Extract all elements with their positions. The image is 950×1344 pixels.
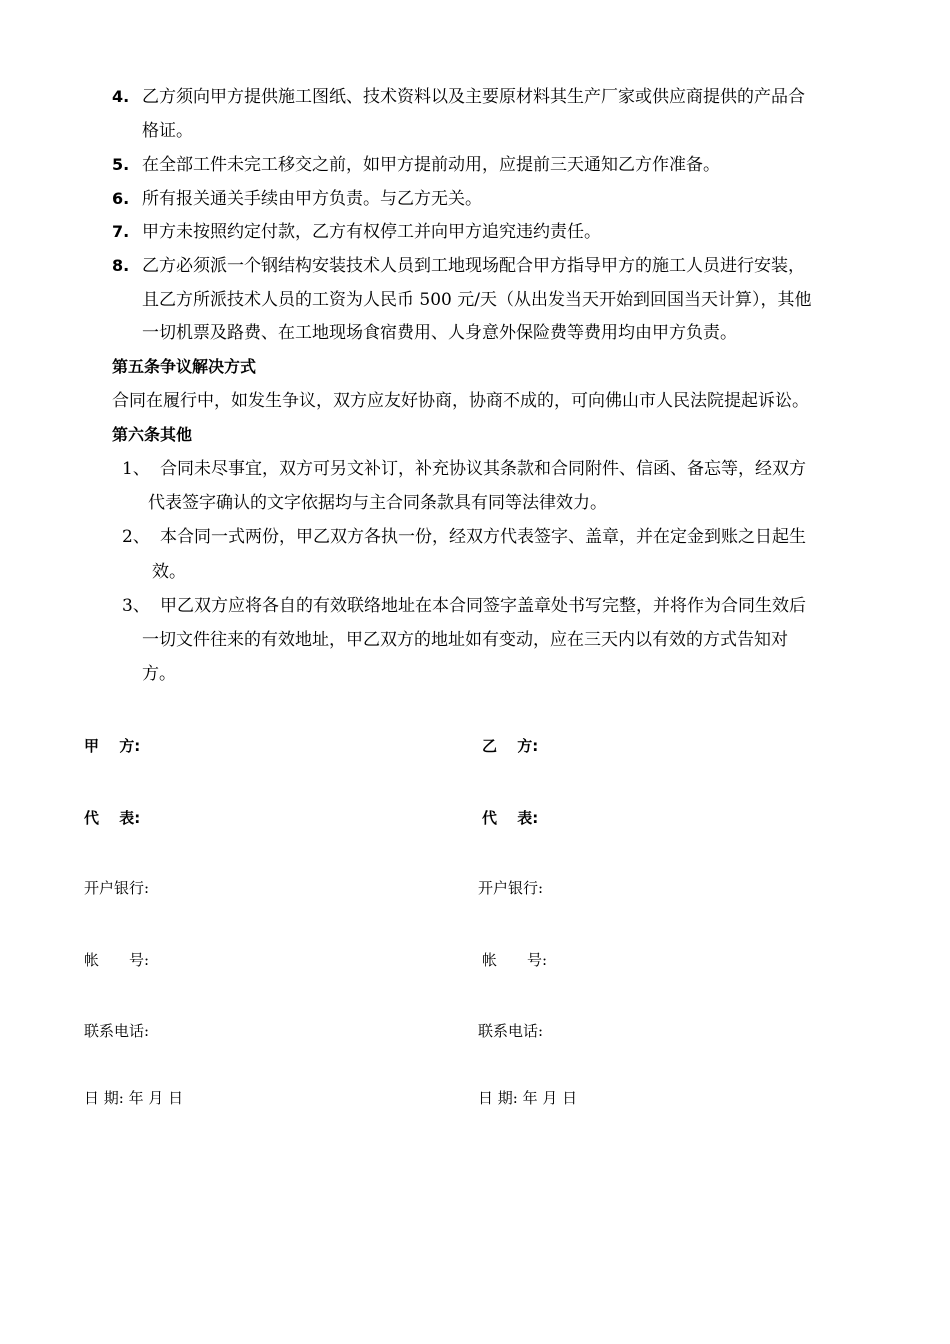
article-6-item-3-line-2: 一切文件往来的有效地址，甲乙双方的地址如有变动，应在三天内以有效的方式告知对 <box>142 630 788 650</box>
article-6-item-1-number: 1、 <box>122 459 150 479</box>
party-b-date-label: 日 期: 年 月 日 <box>478 1089 578 1107</box>
clause-5-line-1: 在全部工件未完工移交之前，如甲方提前动用，应提前三天通知乙方作准备。 <box>142 155 720 175</box>
party-b-label: 乙 方: <box>482 737 539 755</box>
party-b-bank-label: 开户银行: <box>478 879 544 897</box>
clause-7-line-1: 甲方未按照约定付款，乙方有权停工并向甲方追究违约责任。 <box>142 222 601 242</box>
article-6-item-3-line-3: 方。 <box>142 664 176 684</box>
clause-5-number: 5. <box>112 155 130 174</box>
clause-6-line-1: 所有报关通关手续由甲方负责。与乙方无关。 <box>142 189 482 209</box>
clause-8-line-1: 乙方必须派一个钢结构安装技术人员到工地现场配合甲方指导甲方的施工人员进行安装， <box>142 256 805 276</box>
party-b-account-label: 帐 号: <box>482 951 548 969</box>
article-6-item-1-line-2: 代表签字确认的文字依据均与主合同条款具有同等法律效力。 <box>148 493 607 513</box>
party-a-phone-label: 联系电话: <box>84 1022 150 1040</box>
party-b-representative-label: 代 表: <box>482 809 539 827</box>
party-a-account-label: 帐 号: <box>84 951 150 969</box>
clause-4-line-2: 格证。 <box>142 121 193 141</box>
party-a-bank-label: 开户银行: <box>84 879 150 897</box>
clause-4-number: 4. <box>112 87 130 106</box>
article-6-item-2-number: 2、 <box>122 527 150 547</box>
party-a-date-label: 日 期: 年 月 日 <box>84 1089 184 1107</box>
clause-6-number: 6. <box>112 189 130 208</box>
article-5-body: 合同在履行中，如发生争议，双方应友好协商，协商不成的，可向佛山市人民法院提起诉讼。 <box>112 391 809 411</box>
article-6-item-1-line-1: 合同未尽事宜，双方可另文补订，补充协议其条款和合同附件、信函、备忘等，经双方 <box>160 459 806 479</box>
party-a-representative-label: 代 表: <box>84 809 141 827</box>
clause-8-line-3: 一切机票及路费、在工地现场食宿费用、人身意外保险费等费用均由甲方负责。 <box>142 323 737 343</box>
party-b-phone-label: 联系电话: <box>478 1022 544 1040</box>
clause-4-line-1: 乙方须向甲方提供施工图纸、技术资料以及主要原材料其生产厂家或供应商提供的产品合 <box>142 87 805 107</box>
article-6-item-2-line-2: 效。 <box>152 562 186 582</box>
article-5-title: 第五条争议解决方式 <box>112 357 257 376</box>
article-6-item-2-line-1: 本合同一式两份，甲乙双方各执一份，经双方代表签字、盖章，并在定金到账之日起生 <box>160 527 806 547</box>
clause-8-line-2: 且乙方所派技术人员的工资为人民币 500 元/天（从出发当天开始到回国当天计算），其他 <box>142 290 812 310</box>
clause-7-number: 7. <box>112 222 130 241</box>
article-6-title: 第六条其他 <box>112 425 193 444</box>
article-6-item-3-number: 3、 <box>122 596 150 616</box>
article-6-item-3-line-1: 甲乙双方应将各自的有效联络地址在本合同签字盖章处书写完整，并将作为合同生效后 <box>160 596 806 616</box>
party-a-label: 甲 方: <box>84 737 141 755</box>
clause-8-number: 8. <box>112 256 130 275</box>
